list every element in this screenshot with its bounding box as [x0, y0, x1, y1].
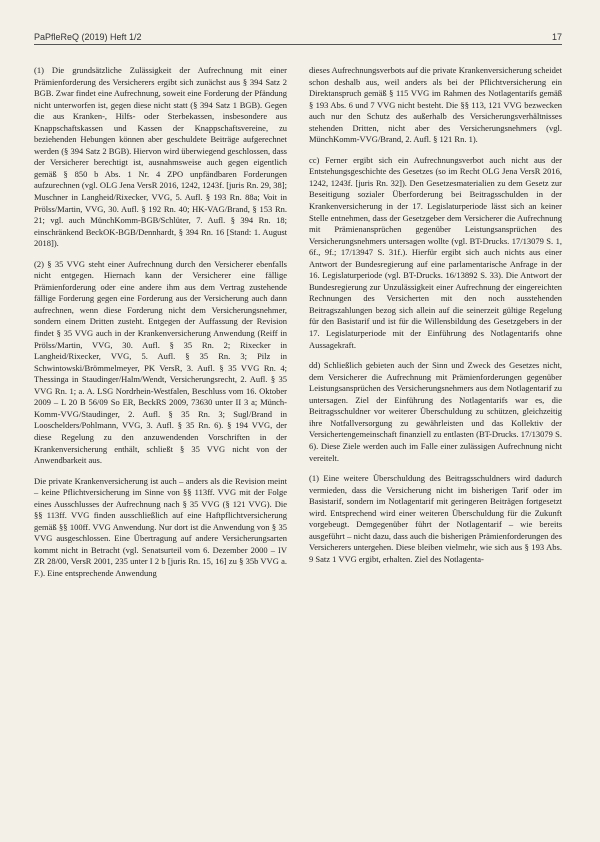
text-columns [34, 65, 562, 589]
paragraph: dieses Aufrechnungsverbots auf die private Krankenversicherung scheidet schon deshalb aus, weil anders als bei der Pflichtversicherung ein Direktanspruch gemäß § 115 VVG im Rahmen des Notlagentarifs gemäß § 193 Abs. 6 und 7 VVG nicht besteht. Die §§ 113, 121 VVG bezwecken auch nur den Schutz des außerhalb des Versicherungsverhältnisses stehenden Dritten, nicht aber des Versicherungsnehmers (vgl. MünchKomm-VVG/Brand, 2. Aufl. § 121 Rn. 1). [309, 65, 562, 145]
paragraph: cc) Ferner ergibt sich ein Aufrechnungsverbot auch nicht aus der Entstehungsgeschichte des Gesetzes (so im Recht OLG Jena VersR 2016, 1242, 1243f. [juris Rn. 32]). Den Gesetzesmaterialien zu dem Gesetz zur Beseitigung sozialer Überforderung bei Beitragsschulden in der Krankenversicherung in der 17. Legislaturperiode lässt sich an keiner Stelle entnehmen, dass der Gesetzgeber dem Versicherer die Aufrechnung mit Prämienansprüchen gegenüber Leistungsansprüchen des Versicherungsnehmers untersagen wollte (vgl. BT-Drucks. 17/13079 S. 1, 6f., 9f.; 17/13947 S. 31f.). Hierfür ergibt sich auch nichts aus einer Antwort der Bundesregierung auf eine parlamentarische Anfrage in der 16. Legislaturperiode (vgl. BT-Drucks. 16/13892 S. 33). Die Antwort der Bundesregierung zur Unzulässigkeit einer Aufrechnung der eingereichten Rechnungen des Versicherten mit den noch ausstehenden Beitragszahlungen bezog sich allein auf die seinerzeit gültige Regelung für den Basistarif und ist für die Willensbildung des Gesetzgebers in der 17. Legislaturperiode mit der Einführung des Notlagentarifs ohne Aussagekraft. [309, 154, 562, 350]
page-number: 17 [551, 32, 562, 42]
paragraph: Die private Krankenversicherung ist auch – anders als die Revision meint – keine Pflichtversicherung im Sinne von §§ 113ff. VVG mit der Folge eines Ausschlusses der Aufrechnung nach § 35 VVG (§ 121 VVG). Die §§ 113ff. VVG finden ausschließlich auf eine Haftpflichtversicherung gemäß §§ 100ff. VVG Anwendung. Nur dort ist die Anwendung von § 35 VVG ausgeschlossen. Eine Übertragung auf andere Versicherungsarten kommt nicht in Betracht (vgl. Senatsurteil vom 6. Dezember 2000 – IV ZR 28/00, VersR 2001, 235 unter I 2 b [juris Rn. 15, 16] zu § 35b VVG a. F.). Eine entsprechende Anwendung [34, 475, 287, 578]
paragraph: (1) Die grundsätzliche Zulässigkeit der Aufrechnung mit einer Prämienforderung des Versicherers ergibt sich zunächst aus § 394 Satz 2 BGB. Zwar findet eine Aufrechnung, soweit eine Forderung der Pfändung nicht unterworfen ist, gegen diese nicht statt (§ 394 Satz 1 BGB). Gegen die aus Kranken-, Hilfs- oder Sterbekassen, insbesondere aus Knappschaftskassen und Kassen der Knappschaftsvereine, zu beziehenden Hebungen können aber geschuldete Beiträge aufgerechnet werden (§ 394 Satz 2 BGB). Hiervon wird überwiegend geschlossen, dass der Versicherer berechtigt ist, ausnahmsweise auch gegen eigentlich gemäß § 850 b Abs. 1 Nr. 4 ZPO unpfändbaren Forderungen aufzurechnen (vgl. OLG Jena VersR 2016, 1242, 1243f. [juris Rn. 29, 38]; Muschner in Langheid/Rixecker, VVG, 5. Aufl. § 193 Rn. 88a; Voit in Prölss/Martin, VVG, 30. Aufl. § 192 Rn. 40; HK-VAG/Brand, § 153 Rn. 21; vgl. auch MünchKomm-BGB/Schlüter, 7. Aufl. § 394 Rn. 18; einschränkend BeckOK-BGB/Dennhardt, § 394 Rn. 16 [Stand: 1. August 2018]). [34, 65, 287, 249]
paragraph: dd) Schließlich gebieten auch der Sinn und Zweck des Gesetzes nicht, dem Versicherer die Aufrechnung mit Prämienforderungen gegenüber Leistungsansprüchen des Versicherungsnehmers aus dem Notlagentarif zu untersagen. Ziel der Einführung des Notlagentarifs war es, die Beitragsschuldner vor weiterer Überschuldung zu schützen, gleichzeitig ihre Notfallversorgung zu gewährleisten und das Kollektiv der Versichertengemeinschaft finanziell zu entlasten (BT-Drucks. 17/13079 S. 6). Diese Ziele werden auch im Falle einer zulässigen Aufrechnung nicht vereitelt. [309, 360, 562, 463]
paragraph: (1) Eine weitere Überschuldung des Beitragsschuldners wird dadurch vermieden, dass die Versicherung nicht im bisherigen Tarif oder im Basistarif, sondern im Notlagentarif mit geringeren Beiträgen fortgesetzt wird. Entsprechend wird einer weiteren Überschuldung für die Zukunft vorgebeugt. Demgegenüber führt der Notlagentarif – wie bereits ausgeführt – nicht dazu, dass auch die bisherigen Prämienforderungen des Versicherers untergehen. Diese bleiben vielmehr, wie sich aus § 193 Abs. 9 Satz 1 VVG ergibt, erhalten. Ziel des Notlagenta- [309, 473, 562, 564]
journal-citation: PaPfleReQ (2019) Heft 1/2 [34, 32, 142, 42]
left-column [34, 65, 287, 589]
paragraph: (2) § 35 VVG steht einer Aufrechnung durch den Versicherer ebenfalls nicht entgegen. Hiernach kann der Versicherer eine fällige Prämienforderung oder eine andere ihm aus dem Vertrag zustehende fällige Forderung gegen eine Forderung aus der Versicherung auch dann aufrechnen, wenn diese Forderung nicht dem Versicherungsnehmer, sondern einem Dritten zusteht. Entgegen der Auffassung der Revision findet § 35 VVG auch in der Krankenversicherung Anwendung (Reiff in Prölss/Martin, VVG, 30. Aufl. § 35 Rn. 2; Rixecker in Langheid/Rixecker, VVG, 5. Aufl. § 35 Rn. 3; Pilz in Schwintowski/Brömmelmeyer, PK VersR, 3. Aufl. § 35 VVG Rn. 4; Thessinga in Staudinger/Halm/Wendt, Versicherungsrecht, 2. Aufl. § 35 VVG Rn. 1; a. A. LSG Nordrhein-Westfalen, Beschluss vom 16. Oktober 2009 – L 20 B 56/09 So ER, BeckRS 2009, 73630 unter II 3 a; Münch-Komm-VVG/Staudinger, 2. Aufl. § 35 Rn. 3; Sugl/Brand in Looschelders/Pohlmann, VVG, 3. Aufl. § 35 Rn. 6). § 194 VVG, der diese Regelung zu den anzuwendenden Vorschriften in der Krankenversicherung enthält, schließt § 35 VVG nicht von der Anwendbarkeit aus. [34, 258, 287, 466]
right-column [309, 65, 562, 589]
running-header [34, 32, 562, 45]
